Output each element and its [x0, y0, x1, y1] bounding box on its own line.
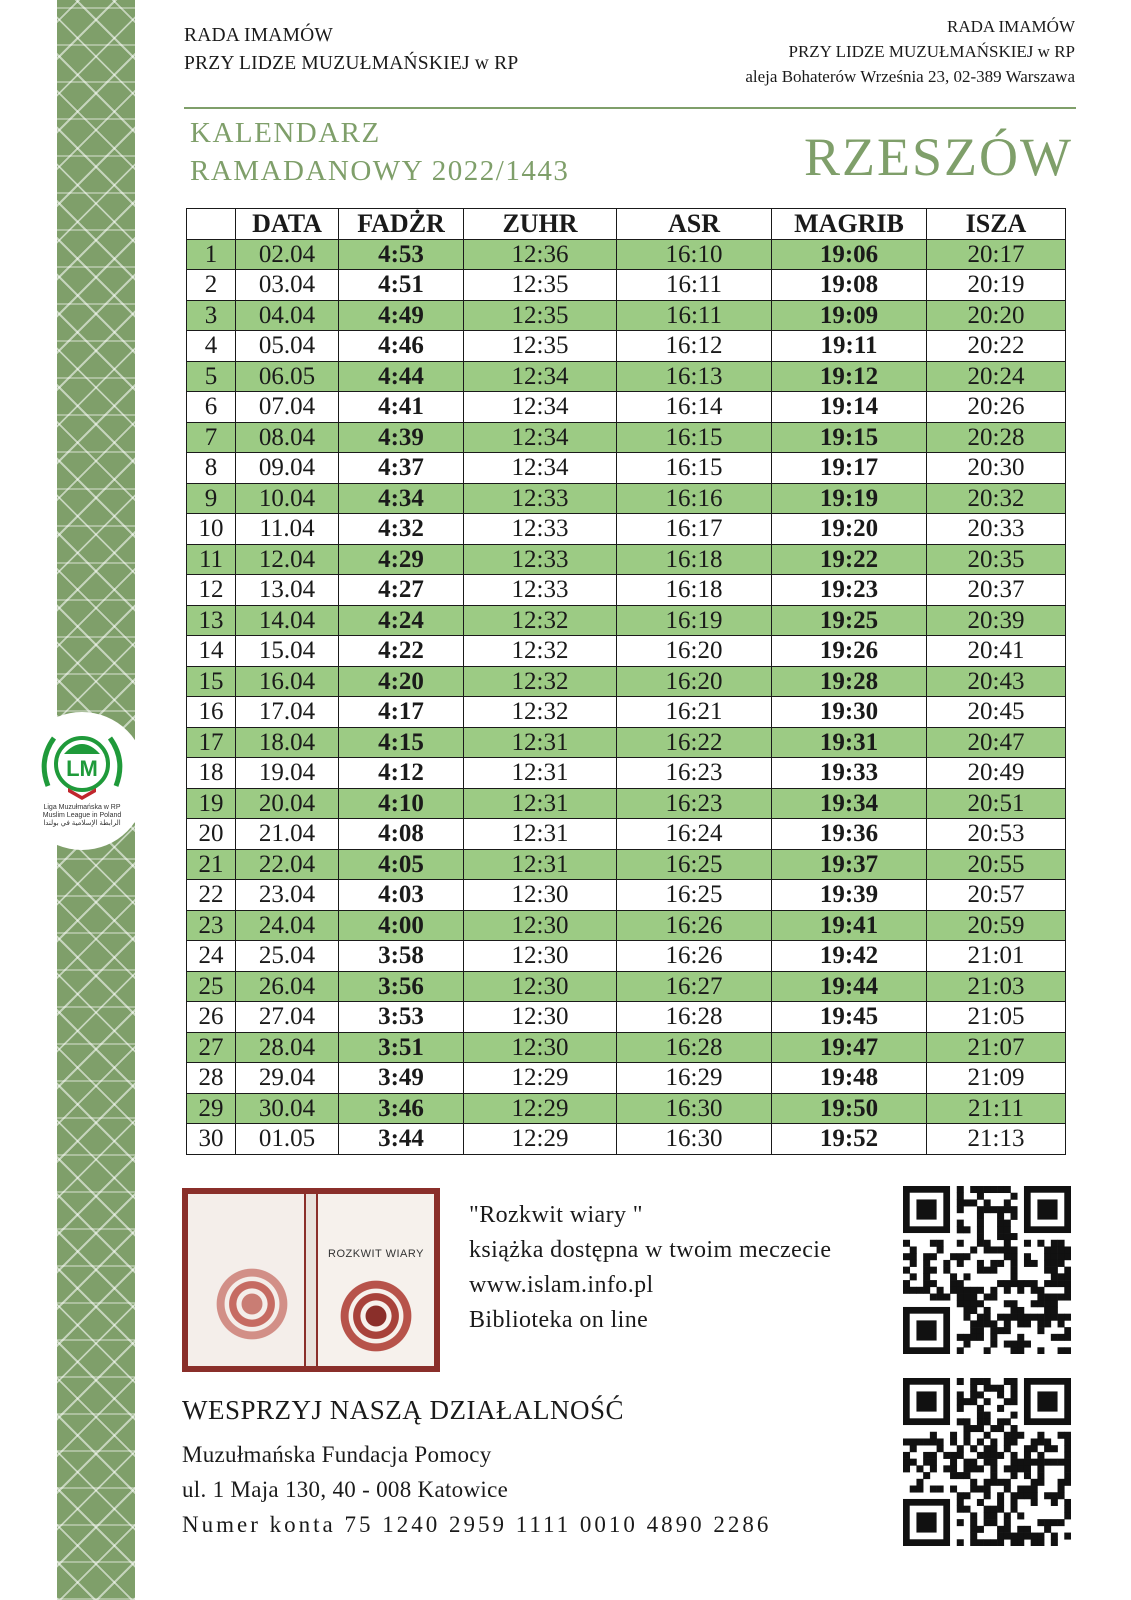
- table-row: [187, 605, 1066, 636]
- table-row: [187, 666, 1066, 697]
- cell-index: 12: [187, 575, 236, 606]
- cell-date: 13.04: [236, 575, 339, 606]
- cell-fadzr: 4:39: [339, 422, 464, 453]
- cell-isza: 21:01: [927, 941, 1066, 972]
- cell-fadzr: 4:03: [339, 880, 464, 911]
- cell-index: 28: [187, 1063, 236, 1094]
- header-right: [745, 14, 1075, 89]
- cell-date: 08.04: [236, 422, 339, 453]
- cell-index: 10: [187, 514, 236, 545]
- cell-isza: 20:24: [927, 361, 1066, 392]
- cell-asr: 16:15: [617, 422, 772, 453]
- table-row: [187, 971, 1066, 1002]
- cell-zuhr: 12:30: [464, 941, 617, 972]
- cell-zuhr: 12:30: [464, 971, 617, 1002]
- cell-magrib: 19:09: [772, 300, 927, 331]
- cell-isza: 20:47: [927, 727, 1066, 758]
- cell-asr: 16:27: [617, 971, 772, 1002]
- logo-letters: LM: [66, 756, 98, 781]
- table-row: [187, 331, 1066, 362]
- prayer-times-table: [186, 208, 1066, 1155]
- table-row: [187, 880, 1066, 911]
- cell-isza: 20:57: [927, 880, 1066, 911]
- cell-index: 21: [187, 849, 236, 880]
- cell-date: 07.04: [236, 392, 339, 423]
- cell-index: 4: [187, 331, 236, 362]
- cell-magrib: 19:30: [772, 697, 927, 728]
- cell-magrib: 19:15: [772, 422, 927, 453]
- cell-date: 12.04: [236, 544, 339, 575]
- cell-isza: 20:28: [927, 422, 1066, 453]
- qr-code-donation-icon: [903, 1378, 1071, 1546]
- cell-zuhr: 12:33: [464, 575, 617, 606]
- cell-fadzr: 3:58: [339, 941, 464, 972]
- cell-zuhr: 12:34: [464, 361, 617, 392]
- cell-magrib: 19:36: [772, 819, 927, 850]
- cell-isza: 20:33: [927, 514, 1066, 545]
- cell-zuhr: 12:34: [464, 453, 617, 484]
- cell-isza: 20:41: [927, 636, 1066, 667]
- cell-isza: 20:37: [927, 575, 1066, 606]
- cell-date: 05.04: [236, 331, 339, 362]
- col-header-date: DATA: [236, 209, 339, 240]
- cell-magrib: 19:26: [772, 636, 927, 667]
- cell-zuhr: 12:34: [464, 392, 617, 423]
- cell-fadzr: 3:44: [339, 1124, 464, 1155]
- table-row: [187, 910, 1066, 941]
- cell-fadzr: 3:46: [339, 1093, 464, 1124]
- header-right-line2: PRZY LIDZE MUZUŁMAŃSKIEJ w RP: [788, 42, 1075, 61]
- cell-asr: 16:20: [617, 636, 772, 667]
- cell-isza: 21:05: [927, 1002, 1066, 1033]
- cell-asr: 16:13: [617, 361, 772, 392]
- cell-asr: 16:20: [617, 666, 772, 697]
- cell-magrib: 19:47: [772, 1032, 927, 1063]
- cell-date: 21.04: [236, 819, 339, 850]
- cell-fadzr: 3:49: [339, 1063, 464, 1094]
- table-row: [187, 453, 1066, 484]
- cell-isza: 21:07: [927, 1032, 1066, 1063]
- cell-date: 18.04: [236, 727, 339, 758]
- header-right-address: aleja Bohaterów Września 23, 02-389 Warszawa: [745, 67, 1075, 86]
- cell-fadzr: 3:51: [339, 1032, 464, 1063]
- cell-fadzr: 4:12: [339, 758, 464, 789]
- cell-index: 7: [187, 422, 236, 453]
- cell-asr: 16:23: [617, 788, 772, 819]
- cell-isza: 20:32: [927, 483, 1066, 514]
- cell-magrib: 19:50: [772, 1093, 927, 1124]
- cell-index: 14: [187, 636, 236, 667]
- table-row: [187, 361, 1066, 392]
- cell-isza: 21:13: [927, 1124, 1066, 1155]
- cell-index: 20: [187, 819, 236, 850]
- cell-magrib: 19:34: [772, 788, 927, 819]
- cell-asr: 16:18: [617, 544, 772, 575]
- cell-isza: 20:51: [927, 788, 1066, 819]
- cell-zuhr: 12:32: [464, 697, 617, 728]
- col-header-asr: ASR: [617, 209, 772, 240]
- cell-date: 17.04: [236, 697, 339, 728]
- cell-asr: 16:12: [617, 331, 772, 362]
- cell-zuhr: 12:31: [464, 758, 617, 789]
- cell-asr: 16:10: [617, 239, 772, 270]
- muslim-league-logo: [18, 712, 146, 850]
- book-cover-image: [182, 1188, 440, 1372]
- cell-magrib: 19:39: [772, 880, 927, 911]
- cell-date: 03.04: [236, 270, 339, 301]
- cell-magrib: 19:31: [772, 727, 927, 758]
- cell-date: 24.04: [236, 910, 339, 941]
- promo-library: Biblioteka on line: [469, 1307, 649, 1333]
- cell-date: 19.04: [236, 758, 339, 789]
- table-row: [187, 514, 1066, 545]
- cell-index: 29: [187, 1093, 236, 1124]
- cell-magrib: 19:28: [772, 666, 927, 697]
- cell-date: 01.05: [236, 1124, 339, 1155]
- cell-asr: 16:18: [617, 575, 772, 606]
- col-header-isza: ISZA: [927, 209, 1066, 240]
- cell-date: 29.04: [236, 1063, 339, 1094]
- cell-asr: 16:22: [617, 727, 772, 758]
- foundation-address: ul. 1 Maja 130, 40 - 008 Katowice: [182, 1477, 509, 1502]
- cell-magrib: 19:14: [772, 392, 927, 423]
- cell-index: 27: [187, 1032, 236, 1063]
- cell-isza: 20:39: [927, 605, 1066, 636]
- promo-website: www.islam.info.pl: [469, 1272, 654, 1298]
- cell-index: 22: [187, 880, 236, 911]
- cell-fadzr: 4:51: [339, 270, 464, 301]
- cell-isza: 20:45: [927, 697, 1066, 728]
- table-row: [187, 422, 1066, 453]
- cell-zuhr: 12:30: [464, 880, 617, 911]
- cell-fadzr: 4:34: [339, 483, 464, 514]
- table-row: [187, 636, 1066, 667]
- table-row: [187, 941, 1066, 972]
- cell-asr: 16:29: [617, 1063, 772, 1094]
- cell-magrib: 19:23: [772, 575, 927, 606]
- table-row: [187, 300, 1066, 331]
- logo-emblem-icon: [34, 724, 130, 804]
- cell-isza: 20:20: [927, 300, 1066, 331]
- cell-fadzr: 4:00: [339, 910, 464, 941]
- cell-date: 26.04: [236, 971, 339, 1002]
- header-divider: [184, 107, 1076, 109]
- cell-magrib: 19:48: [772, 1063, 927, 1094]
- cell-fadzr: 4:41: [339, 392, 464, 423]
- cell-asr: 16:26: [617, 941, 772, 972]
- cell-fadzr: 4:46: [339, 331, 464, 362]
- bank-account: Numer konta 75 1240 2959 1111 0010 4890 2286: [182, 1512, 772, 1537]
- cell-index: 11: [187, 544, 236, 575]
- table-row: [187, 1063, 1066, 1094]
- cell-asr: 16:28: [617, 1032, 772, 1063]
- cell-magrib: 19:41: [772, 910, 927, 941]
- col-header-index: [187, 209, 236, 240]
- cell-fadzr: 3:53: [339, 1002, 464, 1033]
- cell-zuhr: 12:32: [464, 636, 617, 667]
- table-row: [187, 788, 1066, 819]
- cell-index: 19: [187, 788, 236, 819]
- cell-magrib: 19:52: [772, 1124, 927, 1155]
- cell-index: 9: [187, 483, 236, 514]
- cell-zuhr: 12:29: [464, 1093, 617, 1124]
- cell-isza: 20:30: [927, 453, 1066, 484]
- cell-date: 25.04: [236, 941, 339, 972]
- rosette-ornament-front-icon: [336, 1276, 416, 1356]
- cell-index: 1: [187, 239, 236, 270]
- cell-isza: 20:19: [927, 270, 1066, 301]
- cell-magrib: 19:25: [772, 605, 927, 636]
- cell-index: 30: [187, 1124, 236, 1155]
- table-row: [187, 1032, 1066, 1063]
- cell-zuhr: 12:35: [464, 331, 617, 362]
- cell-zuhr: 12:30: [464, 1032, 617, 1063]
- qr-code-icon: [903, 1186, 1071, 1354]
- cell-zuhr: 12:31: [464, 727, 617, 758]
- cell-fadzr: 4:15: [339, 727, 464, 758]
- cell-index: 13: [187, 605, 236, 636]
- cell-fadzr: 4:27: [339, 575, 464, 606]
- cell-index: 3: [187, 300, 236, 331]
- cell-zuhr: 12:31: [464, 788, 617, 819]
- cell-magrib: 19:17: [772, 453, 927, 484]
- calendar-title: [190, 114, 569, 190]
- cell-index: 25: [187, 971, 236, 1002]
- cell-isza: 20:43: [927, 666, 1066, 697]
- cell-zuhr: 12:31: [464, 849, 617, 880]
- cell-asr: 16:23: [617, 758, 772, 789]
- cell-index: 16: [187, 697, 236, 728]
- city-name: RZESZÓW: [804, 127, 1073, 187]
- header-left: [184, 22, 518, 78]
- table-row: [187, 1124, 1066, 1155]
- cell-fadzr: 4:32: [339, 514, 464, 545]
- promo-availability: książka dostępna w twoim meczecie: [469, 1237, 832, 1263]
- cell-magrib: 19:12: [772, 361, 927, 392]
- cell-isza: 20:17: [927, 239, 1066, 270]
- cell-fadzr: 4:08: [339, 819, 464, 850]
- cell-zuhr: 12:36: [464, 239, 617, 270]
- cell-date: 23.04: [236, 880, 339, 911]
- table-row: [187, 544, 1066, 575]
- col-header-fadzr: FADŻR: [339, 209, 464, 240]
- cell-asr: 16:11: [617, 300, 772, 331]
- cell-isza: 21:09: [927, 1063, 1066, 1094]
- cell-zuhr: 12:35: [464, 270, 617, 301]
- cell-isza: 21:03: [927, 971, 1066, 1002]
- cell-fadzr: 4:49: [339, 300, 464, 331]
- cell-asr: 16:30: [617, 1093, 772, 1124]
- table-row: [187, 239, 1066, 270]
- cell-index: 18: [187, 758, 236, 789]
- cell-date: 02.04: [236, 239, 339, 270]
- cell-index: 8: [187, 453, 236, 484]
- cell-asr: 16:17: [617, 514, 772, 545]
- table-row: [187, 575, 1066, 606]
- cell-magrib: 19:20: [772, 514, 927, 545]
- logo-caption-pl: Liga Muzułmańska w RP: [43, 804, 121, 811]
- cell-asr: 16:19: [617, 605, 772, 636]
- cell-date: 15.04: [236, 636, 339, 667]
- calendar-title-line1: KALENDARZ: [190, 117, 381, 149]
- cell-fadzr: 4:10: [339, 788, 464, 819]
- header-left-line2: PRZY LIDZE MUZUŁMAŃSKIEJ w RP: [184, 53, 519, 74]
- table-row: [187, 819, 1066, 850]
- header-right-line1: RADA IMAMÓW: [947, 17, 1075, 36]
- logo-caption-ar: الرابطة الإسلامية في بولندا: [43, 820, 121, 827]
- book-promo: [469, 1198, 831, 1338]
- cell-asr: 16:21: [617, 697, 772, 728]
- cell-index: 15: [187, 666, 236, 697]
- cell-fadzr: 4:22: [339, 636, 464, 667]
- cell-isza: 20:22: [927, 331, 1066, 362]
- book-back-cover: [188, 1194, 304, 1366]
- calendar-title-line2: RAMADANOWY 2022/1443: [190, 155, 570, 187]
- cell-index: 24: [187, 941, 236, 972]
- table-row: [187, 1093, 1066, 1124]
- cell-asr: 16:26: [617, 910, 772, 941]
- promo-book-title: "Rozkwit wiary ": [469, 1202, 643, 1228]
- cell-asr: 16:11: [617, 270, 772, 301]
- cell-zuhr: 12:33: [464, 483, 617, 514]
- cell-date: 06.05: [236, 361, 339, 392]
- cell-index: 2: [187, 270, 236, 301]
- cell-zuhr: 12:30: [464, 1002, 617, 1033]
- cell-isza: 20:26: [927, 392, 1066, 423]
- cell-magrib: 19:44: [772, 971, 927, 1002]
- cell-asr: 16:15: [617, 453, 772, 484]
- cell-magrib: 19:22: [772, 544, 927, 575]
- cell-fadzr: 4:24: [339, 605, 464, 636]
- table-row: [187, 849, 1066, 880]
- cell-date: 09.04: [236, 453, 339, 484]
- cell-magrib: 19:19: [772, 483, 927, 514]
- cell-asr: 16:25: [617, 880, 772, 911]
- cell-isza: 20:59: [927, 910, 1066, 941]
- cell-asr: 16:30: [617, 1124, 772, 1155]
- table-row: [187, 483, 1066, 514]
- cell-fadzr: 4:44: [339, 361, 464, 392]
- cell-magrib: 19:11: [772, 331, 927, 362]
- book-spine: [306, 1194, 316, 1366]
- cell-zuhr: 12:32: [464, 605, 617, 636]
- logo-caption-en: Muslim League in Poland: [42, 812, 122, 819]
- cell-fadzr: 4:20: [339, 666, 464, 697]
- cell-magrib: 19:45: [772, 1002, 927, 1033]
- cell-zuhr: 12:29: [464, 1063, 617, 1094]
- cell-fadzr: 4:17: [339, 697, 464, 728]
- cell-asr: 16:14: [617, 392, 772, 423]
- cell-asr: 16:16: [617, 483, 772, 514]
- cell-index: 26: [187, 1002, 236, 1033]
- cell-zuhr: 12:35: [464, 300, 617, 331]
- cell-asr: 16:28: [617, 1002, 772, 1033]
- table-row: [187, 392, 1066, 423]
- foundation-info: [182, 1437, 771, 1542]
- cell-isza: 20:55: [927, 849, 1066, 880]
- col-header-magrib: MAGRIB: [772, 209, 927, 240]
- cell-date: 10.04: [236, 483, 339, 514]
- col-header-zuhr: ZUHR: [464, 209, 617, 240]
- cell-index: 6: [187, 392, 236, 423]
- cell-index: 23: [187, 910, 236, 941]
- cell-isza: 20:49: [927, 758, 1066, 789]
- cell-fadzr: 4:05: [339, 849, 464, 880]
- cell-date: 20.04: [236, 788, 339, 819]
- table-row: [187, 1002, 1066, 1033]
- cell-date: 27.04: [236, 1002, 339, 1033]
- table-row: [187, 758, 1066, 789]
- cell-date: 11.04: [236, 514, 339, 545]
- book-cover-title: ROZKWIT WIARY: [328, 1248, 424, 1260]
- cell-date: 28.04: [236, 1032, 339, 1063]
- cell-magrib: 19:37: [772, 849, 927, 880]
- cell-magrib: 19:08: [772, 270, 927, 301]
- cell-asr: 16:25: [617, 849, 772, 880]
- cell-isza: 20:35: [927, 544, 1066, 575]
- foundation-name: Muzułmańska Fundacja Pomocy: [182, 1442, 492, 1467]
- cell-magrib: 19:42: [772, 941, 927, 972]
- support-heading: WESPRZYJ NASZĄ DZIAŁALNOŚĆ: [182, 1395, 625, 1425]
- header-left-line1: RADA IMAMÓW: [184, 25, 333, 46]
- cell-date: 22.04: [236, 849, 339, 880]
- cell-isza: 21:11: [927, 1093, 1066, 1124]
- cell-fadzr: 4:37: [339, 453, 464, 484]
- table-row: [187, 270, 1066, 301]
- cell-fadzr: 3:56: [339, 971, 464, 1002]
- rosette-ornament-icon: [212, 1264, 292, 1344]
- cell-isza: 20:53: [927, 819, 1066, 850]
- cell-asr: 16:24: [617, 819, 772, 850]
- cell-index: 5: [187, 361, 236, 392]
- table-row: [187, 697, 1066, 728]
- cell-magrib: 19:06: [772, 239, 927, 270]
- cell-zuhr: 12:30: [464, 910, 617, 941]
- cell-fadzr: 4:53: [339, 239, 464, 270]
- cell-index: 17: [187, 727, 236, 758]
- cell-zuhr: 12:32: [464, 666, 617, 697]
- cell-magrib: 19:33: [772, 758, 927, 789]
- table-header-row: [187, 209, 1066, 240]
- cell-date: 30.04: [236, 1093, 339, 1124]
- cell-zuhr: 12:34: [464, 422, 617, 453]
- cell-zuhr: 12:33: [464, 514, 617, 545]
- table-row: [187, 727, 1066, 758]
- cell-date: 14.04: [236, 605, 339, 636]
- cell-zuhr: 12:31: [464, 819, 617, 850]
- cell-fadzr: 4:29: [339, 544, 464, 575]
- cell-zuhr: 12:29: [464, 1124, 617, 1155]
- cell-date: 04.04: [236, 300, 339, 331]
- cell-zuhr: 12:33: [464, 544, 617, 575]
- cell-date: 16.04: [236, 666, 339, 697]
